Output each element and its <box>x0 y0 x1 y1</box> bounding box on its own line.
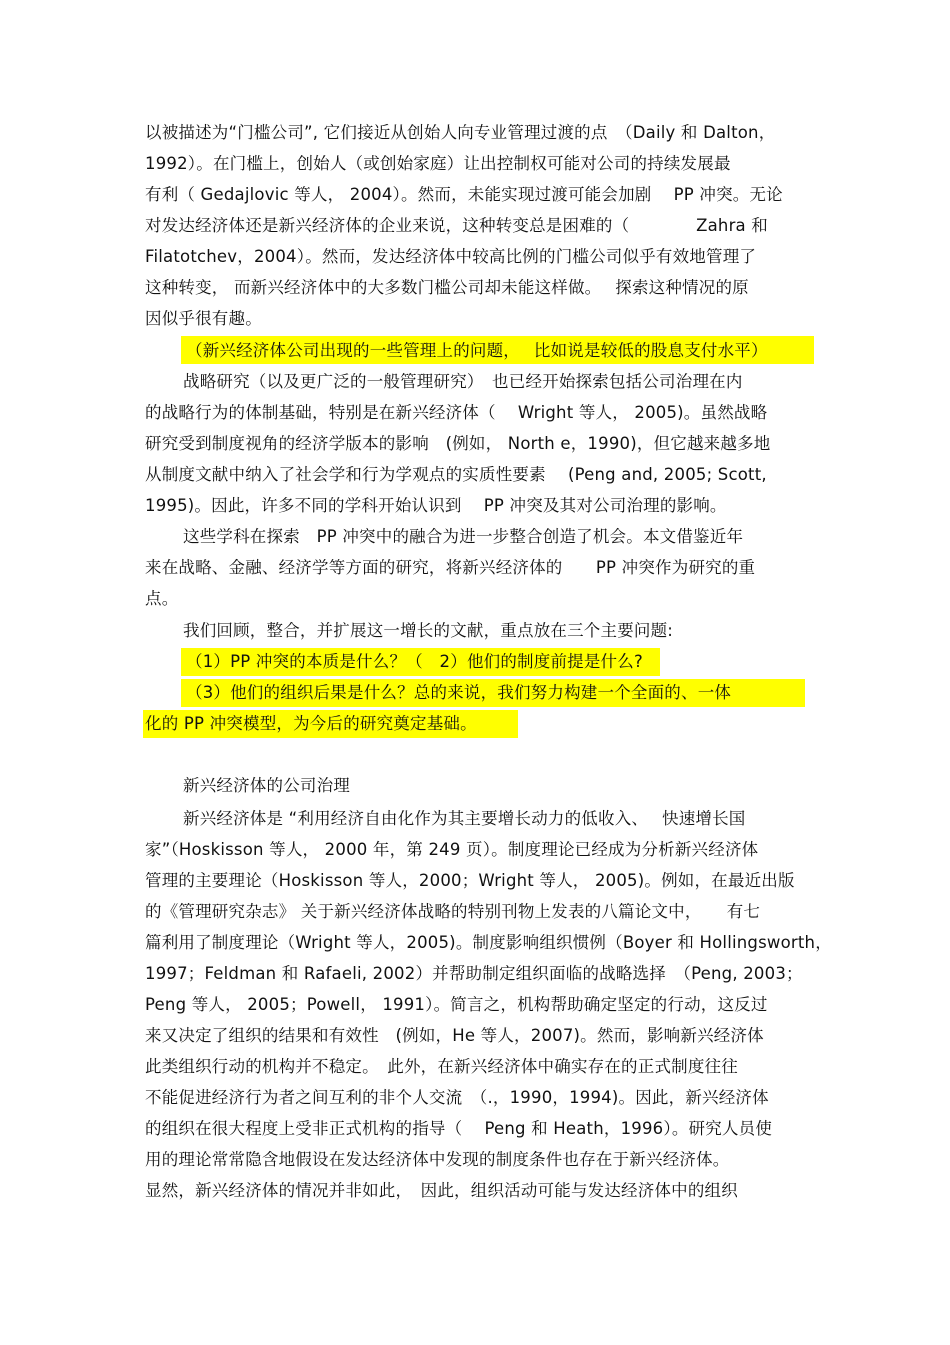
text-line: 战略研究（以及更广泛的一般管理研究） 也已经开始探索包括公司治理在内 <box>183 372 743 391</box>
text-line: 1992）。在门槛上，创始人（或创始家庭）让出控制权可能对公司的持续发展最 <box>145 154 731 173</box>
text-line: Filatotchev，2004）。然而，发达经济体中较高比例的门槛公司似乎有效地管理了 <box>145 247 757 266</box>
text-line: 来在战略、金融、经济学等方面的研究，将新兴经济体的 PP 冲突作为研究的重 <box>145 558 756 577</box>
text-line: 从制度文献中纳入了社会学和行为学观点的实质性要素 (Peng and, 2005; Scott, <box>145 465 767 484</box>
section-heading: 新兴经济体的公司治理 <box>183 776 350 795</box>
text-line: 这些学科在探索 PP 冲突中的融合为进一步整合创造了机会。本文借鉴近年 <box>183 527 744 546</box>
text-line: 对发达经济体还是新兴经济体的企业来说，这种转变总是困难的（ Zahra 和 <box>145 216 769 235</box>
text-line: 这种转变， 而新兴经济体中的大多数门槛公司却未能这样做。 探索这种情况的原 <box>145 278 749 297</box>
text-line: 的组织在很大程度上受非正式机构的指导（ Peng 和 Heath，1996）。研究人员使 <box>145 1119 773 1138</box>
text-line: 的战略行为的体制基础，特别是在新兴经济体（ Wright 等人， 2005)。虽然战略 <box>145 403 768 422</box>
highlighted-note: （新兴经济体公司出现的一些管理上的问题， 比如说是较低的股息支付水平） <box>186 341 768 360</box>
text-line: 不能促进经济行为者之间互利的非个人交流 （.，1990，1994)。因此，新兴经济体 <box>145 1088 769 1107</box>
highlighted-question: 化的 PP 冲突模型，为今后的研究奠定基础。 <box>145 714 477 733</box>
text-line: 家”（Hoskisson 等人， 2000 年，第 249 页）。制度理论已经成为分析新兴经济体 <box>145 840 759 859</box>
text-line: 有利（ Gedajlovic 等人， 2004）。然而，未能实现过渡可能会加剧 PP 冲突。无论 <box>145 185 783 204</box>
text-line: 新兴经济体是 “利用经济自由化作为其主要增长动力的低收入、 快速增长国 <box>183 809 746 828</box>
text-line: 管理的主要理论（Hoskisson 等人，2000；Wright 等人， 2005)。例如，在最近出版 <box>145 871 795 890</box>
highlighted-question: （1）PP 冲突的本质是什么？（ 2）他们的制度前提是什么? <box>186 652 643 671</box>
text-line: 因似乎很有趣。 <box>145 309 262 328</box>
text-line: Peng 等人， 2005；Powell， 1991）。简言之，机构帮助确定坚定的行动，这反过 <box>145 995 768 1014</box>
text-line: 篇利用了制度理论（Wright 等人，2005)。制度影响组织惯例（Boyer 和 Hollingsworth， <box>145 933 832 952</box>
highlighted-question: （3）他们的组织后果是什么？总的来说，我们努力构建一个全面的、一体 <box>186 683 732 702</box>
text-line: 此类组织行动的机构并不稳定。 此外，在新兴经济体中确实存在的正式制度往往 <box>145 1057 738 1076</box>
text-line: 研究受到制度视角的经济学版本的影响 (例如， North e，1990)，但它越来越多地 <box>145 434 771 453</box>
text-line: 用的理论常常隐含地假设在发达经济体中发现的制度条件也存在于新兴经济体。 <box>145 1150 730 1169</box>
text-line: 以被描述为“门槛公司”, 它们接近从创始人向专业管理过渡的点 （Daily 和 Dalton， <box>145 123 776 142</box>
text-line: 的《管理研究杂志》 关于新兴经济体战略的特别刊物上发表的八篇论文中， 有七 <box>145 902 761 921</box>
text-line: 点。 <box>145 589 179 608</box>
text-line: 显然，新兴经济体的情况并非如此， 因此，组织活动可能与发达经济体中的组织 <box>145 1181 738 1200</box>
text-line: 1997；Feldman 和 Rafaeli, 2002）并帮助制定组织面临的战略选择 （Peng, 2003； <box>145 964 803 983</box>
text-line: 1995)。因此，许多不同的学科开始认识到 PP 冲突及其对公司治理的影响。 <box>145 496 727 515</box>
text-line: 来又决定了组织的结果和有效性 (例如，He 等人，2007)。然而，影响新兴经济体 <box>145 1026 764 1045</box>
text-line: 我们回顾，整合，并扩展这一增长的文献，重点放在三个主要问题: <box>183 621 674 640</box>
